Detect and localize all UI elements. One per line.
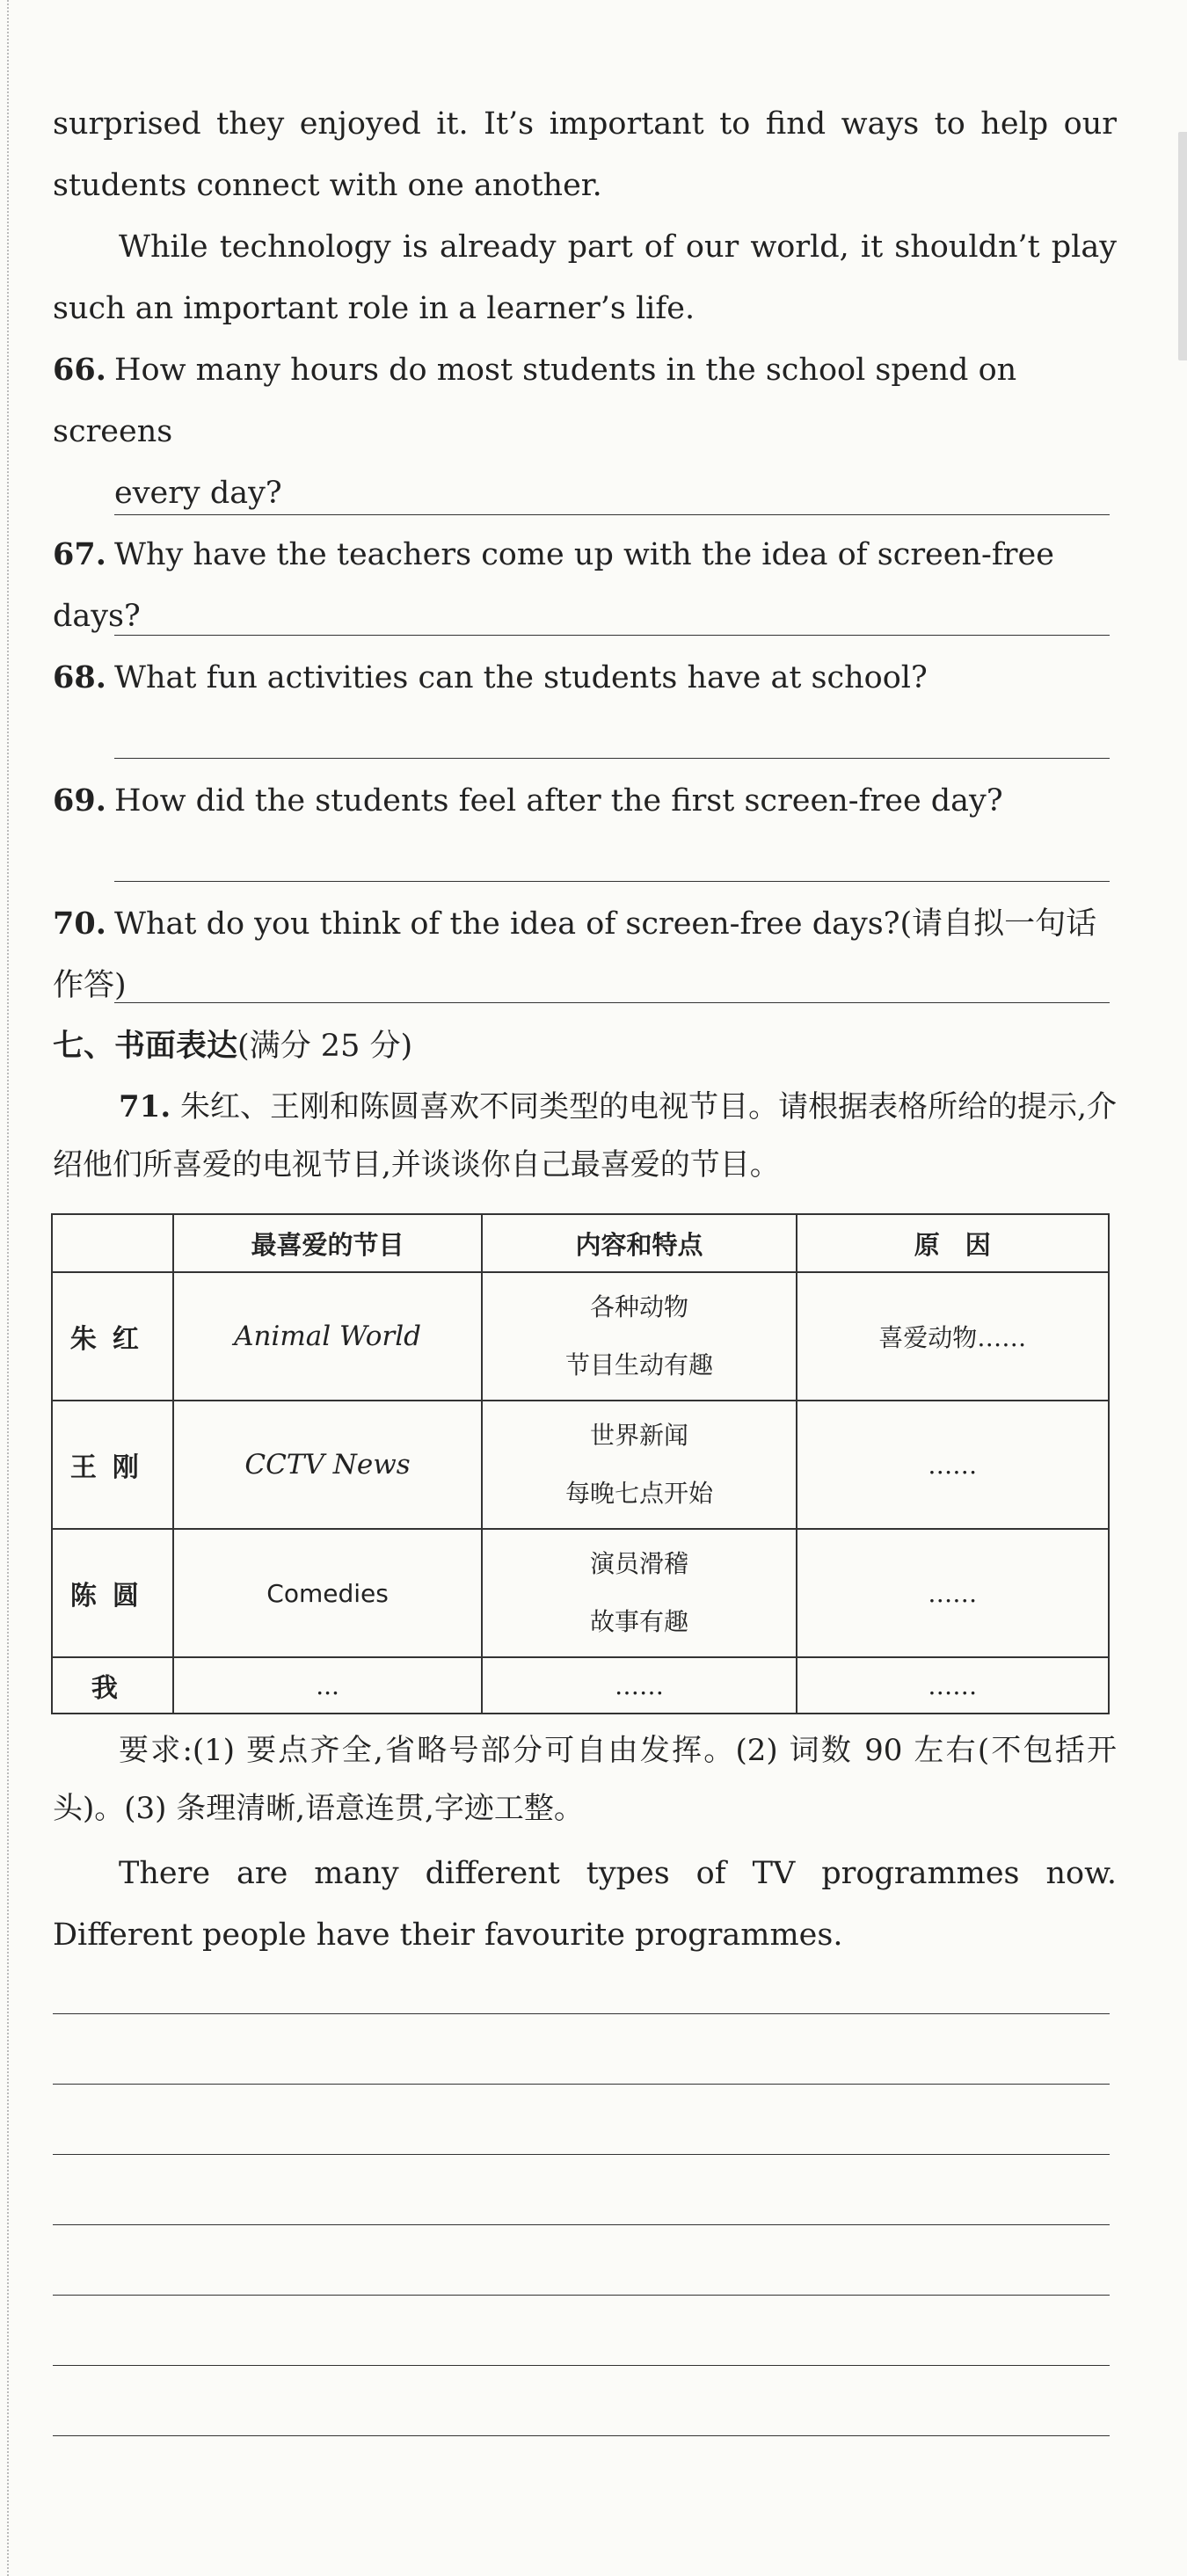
content-features bbox=[482, 1529, 796, 1657]
table-header-cell bbox=[52, 1214, 173, 1272]
table-header-cell: 原 因 bbox=[797, 1214, 1109, 1272]
table-row bbox=[52, 1657, 1109, 1714]
writing-line[interactable] bbox=[53, 2224, 1110, 2225]
page-edge-tab bbox=[1178, 132, 1187, 360]
question-number: 70. bbox=[53, 906, 106, 942]
question-69 bbox=[53, 770, 1117, 832]
question-text-continued: every day? bbox=[114, 476, 282, 511]
feature-line: 世界新闻 bbox=[589, 1421, 688, 1450]
writing-requirements: 要求:(1) 要点齐全,省略号部分可自由发挥。(2) 词数 90 左右(不包括开头)。(3) 条理清晰,语意连贯,字迹工整。 bbox=[53, 1733, 1117, 1826]
answer-line-69[interactable] bbox=[114, 881, 1110, 882]
favourite-programme: CCTV News bbox=[173, 1401, 483, 1529]
table-row bbox=[52, 1529, 1109, 1657]
person-name: 陈圆 bbox=[52, 1529, 173, 1657]
question-67 bbox=[53, 524, 1117, 647]
feature-line: 演员滑稽 bbox=[589, 1549, 688, 1578]
question-text: How did the students feel after the first screen-free day? bbox=[114, 783, 1003, 819]
answer-line-70[interactable] bbox=[114, 1002, 1110, 1003]
feature-line: 每晚七点开始 bbox=[564, 1479, 713, 1508]
question-66 bbox=[53, 339, 1117, 524]
person-name: 我 bbox=[52, 1657, 173, 1714]
reason: 喜爱动物…… bbox=[797, 1272, 1109, 1401]
question-number: 68. bbox=[53, 659, 106, 695]
table-row bbox=[52, 1401, 1109, 1529]
feature-line: 节目生动有趣 bbox=[564, 1350, 713, 1379]
answer-line-68[interactable] bbox=[114, 758, 1110, 759]
binding-margin-line bbox=[7, 0, 9, 2576]
prompt-number: 71. bbox=[119, 1089, 171, 1124]
essay-opening: There are many different types of TV programmes now. Different people have their favourite programmes. bbox=[53, 1856, 1117, 1953]
person-name: 朱红 bbox=[52, 1272, 173, 1401]
table-header-cell: 内容和特点 bbox=[482, 1214, 796, 1272]
writing-line[interactable] bbox=[53, 2154, 1110, 2155]
content-features bbox=[482, 1401, 796, 1529]
answer-line-67[interactable] bbox=[114, 635, 1110, 636]
section-title bbox=[53, 1020, 412, 1073]
passage-paragraph-end: surprised they enjoyed it. It’s important to find ways to help our students connect with one another. bbox=[53, 106, 1117, 203]
favourite-programme: Animal World bbox=[173, 1272, 483, 1401]
content-features: …… bbox=[482, 1657, 796, 1714]
reason: …… bbox=[797, 1657, 1109, 1714]
feature-line: 故事有趣 bbox=[589, 1607, 688, 1636]
section-title-text: 七、书面表达 bbox=[53, 1028, 238, 1064]
table-header-cell: 最喜爱的节目 bbox=[173, 1214, 483, 1272]
writing-line[interactable] bbox=[53, 2365, 1110, 2366]
writing-line[interactable] bbox=[53, 2435, 1110, 2436]
section-score: (满分 25 分) bbox=[237, 1029, 413, 1064]
question-text: How many hours do most students in the school spend on screens bbox=[53, 353, 1017, 449]
question-text: What do you think of the idea of screen-free days?(请自拟一句话作答) bbox=[53, 906, 1097, 1003]
writing-prompt bbox=[53, 1078, 1117, 1194]
question-number: 69. bbox=[53, 782, 106, 819]
question-70 bbox=[53, 893, 1117, 1016]
content-features bbox=[482, 1272, 796, 1401]
table-header-row bbox=[52, 1214, 1109, 1272]
writing-line[interactable] bbox=[53, 2295, 1110, 2296]
prompt-text: 朱红、王刚和陈圆喜欢不同类型的电视节目。请根据表格所给的提示,介绍他们所喜爱的电视节目,并谈谈你自己最喜爱的节目。 bbox=[53, 1089, 1118, 1182]
question-text: What fun activities can the students have at school? bbox=[114, 660, 928, 695]
question-68 bbox=[53, 647, 1117, 709]
table-row bbox=[52, 1272, 1109, 1401]
question-text: Why have the teachers come up with the idea of screen-free days? bbox=[53, 537, 1054, 634]
reason: …… bbox=[797, 1529, 1109, 1657]
feature-line: 各种动物 bbox=[589, 1292, 688, 1321]
writing-line[interactable] bbox=[53, 2013, 1110, 2014]
passage-paragraph-last: While technology is already part of our world, it shouldn’t play such an important role in a learner’s life. bbox=[53, 229, 1117, 326]
question-number: 67. bbox=[53, 536, 106, 572]
question-number: 66. bbox=[53, 352, 106, 388]
favourite-programme: ... bbox=[173, 1657, 483, 1714]
answer-line-66[interactable] bbox=[114, 514, 1110, 515]
writing-line[interactable] bbox=[53, 2084, 1110, 2085]
person-name: 王刚 bbox=[52, 1401, 173, 1529]
tv-programme-table bbox=[51, 1213, 1110, 1714]
reason: …… bbox=[797, 1401, 1109, 1529]
favourite-programme: Comedies bbox=[173, 1529, 483, 1657]
